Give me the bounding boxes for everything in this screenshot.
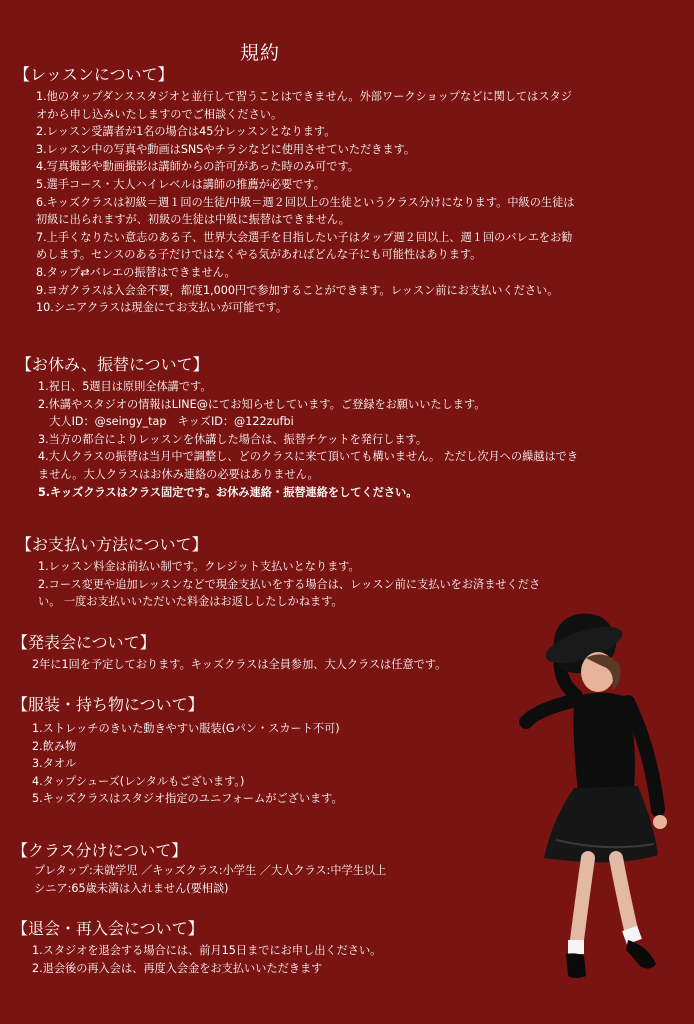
section-lessons bbox=[0, 64, 680, 317]
list-item: 2.休講やスタジオの情報はLINE@にてお知らせしています。ご登録をお願いいたします。 bbox=[38, 397, 486, 411]
list-item: 4.大人クラスの振替は当月中で調整し、どのクラスに来て頂いても構いません。 ただし次月への繰越はでき bbox=[38, 450, 579, 464]
section-heading: 【クラス分けについて】 bbox=[12, 841, 188, 860]
list-item: 3.タオル bbox=[32, 757, 77, 771]
tap-dancer-photo bbox=[516, 600, 694, 1000]
list-item: 5.選手コース・大人ハイレベルは講師の推薦が必要です。 bbox=[36, 177, 325, 191]
list-item: 4.タップシューズ(レンタルもございます。) bbox=[32, 774, 245, 788]
list-item: 6.キッズクラスは初級＝週１回の生徒/中級＝週２回以上の生徒というクラス分けになります。中級の生徒は bbox=[36, 195, 575, 209]
list-item: 7.上手くなりたい意志のある子、世界大会選手を目指したい子はタップ週２回以上、週１回のバレエをお勧 bbox=[36, 230, 573, 244]
list-item: 2.レッスン受講者が1名の場合は45分レッスンとなります。 bbox=[36, 125, 336, 139]
list-item: 2年に1回を予定しております。キッズクラスは全員参加、大人クラスは任意です。 bbox=[32, 658, 447, 671]
list-item: 3.当方の都合によりレッスンを休講した場合は、振替チケットを発行します。 bbox=[38, 432, 428, 446]
list-item: 大人ID：@seingy_tap キッズID：@122zufbi bbox=[38, 415, 294, 429]
section-heading: 【発表会について】 bbox=[12, 633, 156, 652]
section-heading: 【お休み、振替について】 bbox=[16, 355, 209, 374]
list-item: シニア:65歳未満は入れません(要相談) bbox=[34, 881, 229, 895]
list-item: オから申し込みいたしますのでご相談ください。 bbox=[36, 107, 283, 121]
section-heading: 【服装・持ち物について】 bbox=[12, 695, 204, 714]
list-item: 1.スタジオを退会する場合には、前月15日までにお申し出ください。 bbox=[32, 944, 382, 957]
page-title: 規約 bbox=[239, 42, 280, 64]
list-item: 5.キッズクラスはクラス固定です。お休み連絡・振替連絡をしてください。 bbox=[38, 485, 418, 499]
list-item: 2.コース変更や追加レッスンなどで現金支払いをする場合は、レッスン前に支払いをお済ませくださ bbox=[38, 577, 541, 591]
section-heading: 【レッスンについて】 bbox=[14, 65, 174, 84]
list-item: 4.写真撮影や動画撮影は講師からの許可があった時のみ可です。 bbox=[36, 160, 359, 174]
list-item: 1.レッスン料金は前払い制です。クレジット支払いとなります。 bbox=[38, 560, 360, 573]
list-item: 9.ヨガクラスは入会金不要，都度1,000円で参加することができます。レッスン前にお支払いください。 bbox=[36, 283, 559, 297]
list-item: プレタップ:未就学児 ／キッズクラス:小学生 ／大人クラス:中学生以上 bbox=[34, 864, 387, 877]
section-heading: 【お支払い方法について】 bbox=[16, 535, 208, 554]
list-item: 2.退会後の再入会は、再度入会金をお支払いいただきます bbox=[32, 961, 323, 975]
list-item: めします。センスのある子だけではなくやる気があればどんな子にも可能性はあります。 bbox=[36, 248, 482, 262]
list-item: い。 一度お支払いいただいた料金はお返ししたしかねます。 bbox=[38, 595, 343, 609]
list-item: 8.タップ⇄バレエの振替はできません。 bbox=[36, 265, 236, 279]
list-item: 10.シニアクラスは現金にてお支払いが可能です。 bbox=[36, 301, 288, 315]
list-item: 初級に出られますが、初級の生徒は中級に振替はできません。 bbox=[36, 213, 350, 227]
section-holidays bbox=[0, 354, 680, 501]
list-item: 1.ストレッチのきいた動きやすい服装(Gパン・スカート不可) bbox=[32, 722, 340, 735]
list-item: 2.飲み物 bbox=[32, 739, 77, 753]
list-item: 3.レッスン中の写真や動画はSNSやチラシなどに使用させていただきます。 bbox=[36, 142, 416, 156]
section-heading: 【退会・再入会について】 bbox=[12, 919, 204, 938]
list-item: 1.他のタップダンススタジオと並行して習うことはできません。外部ワークショップなどに関してはスタジ bbox=[36, 90, 572, 103]
list-item: 1.祝日、5週目は原則全体講です。 bbox=[38, 380, 212, 393]
list-item: ません。大人クラスはお休み連絡の必要はありません。 bbox=[38, 467, 319, 481]
list-item: 5.キッズクラスはスタジオ指定のユニフォームがございます。 bbox=[32, 792, 343, 806]
